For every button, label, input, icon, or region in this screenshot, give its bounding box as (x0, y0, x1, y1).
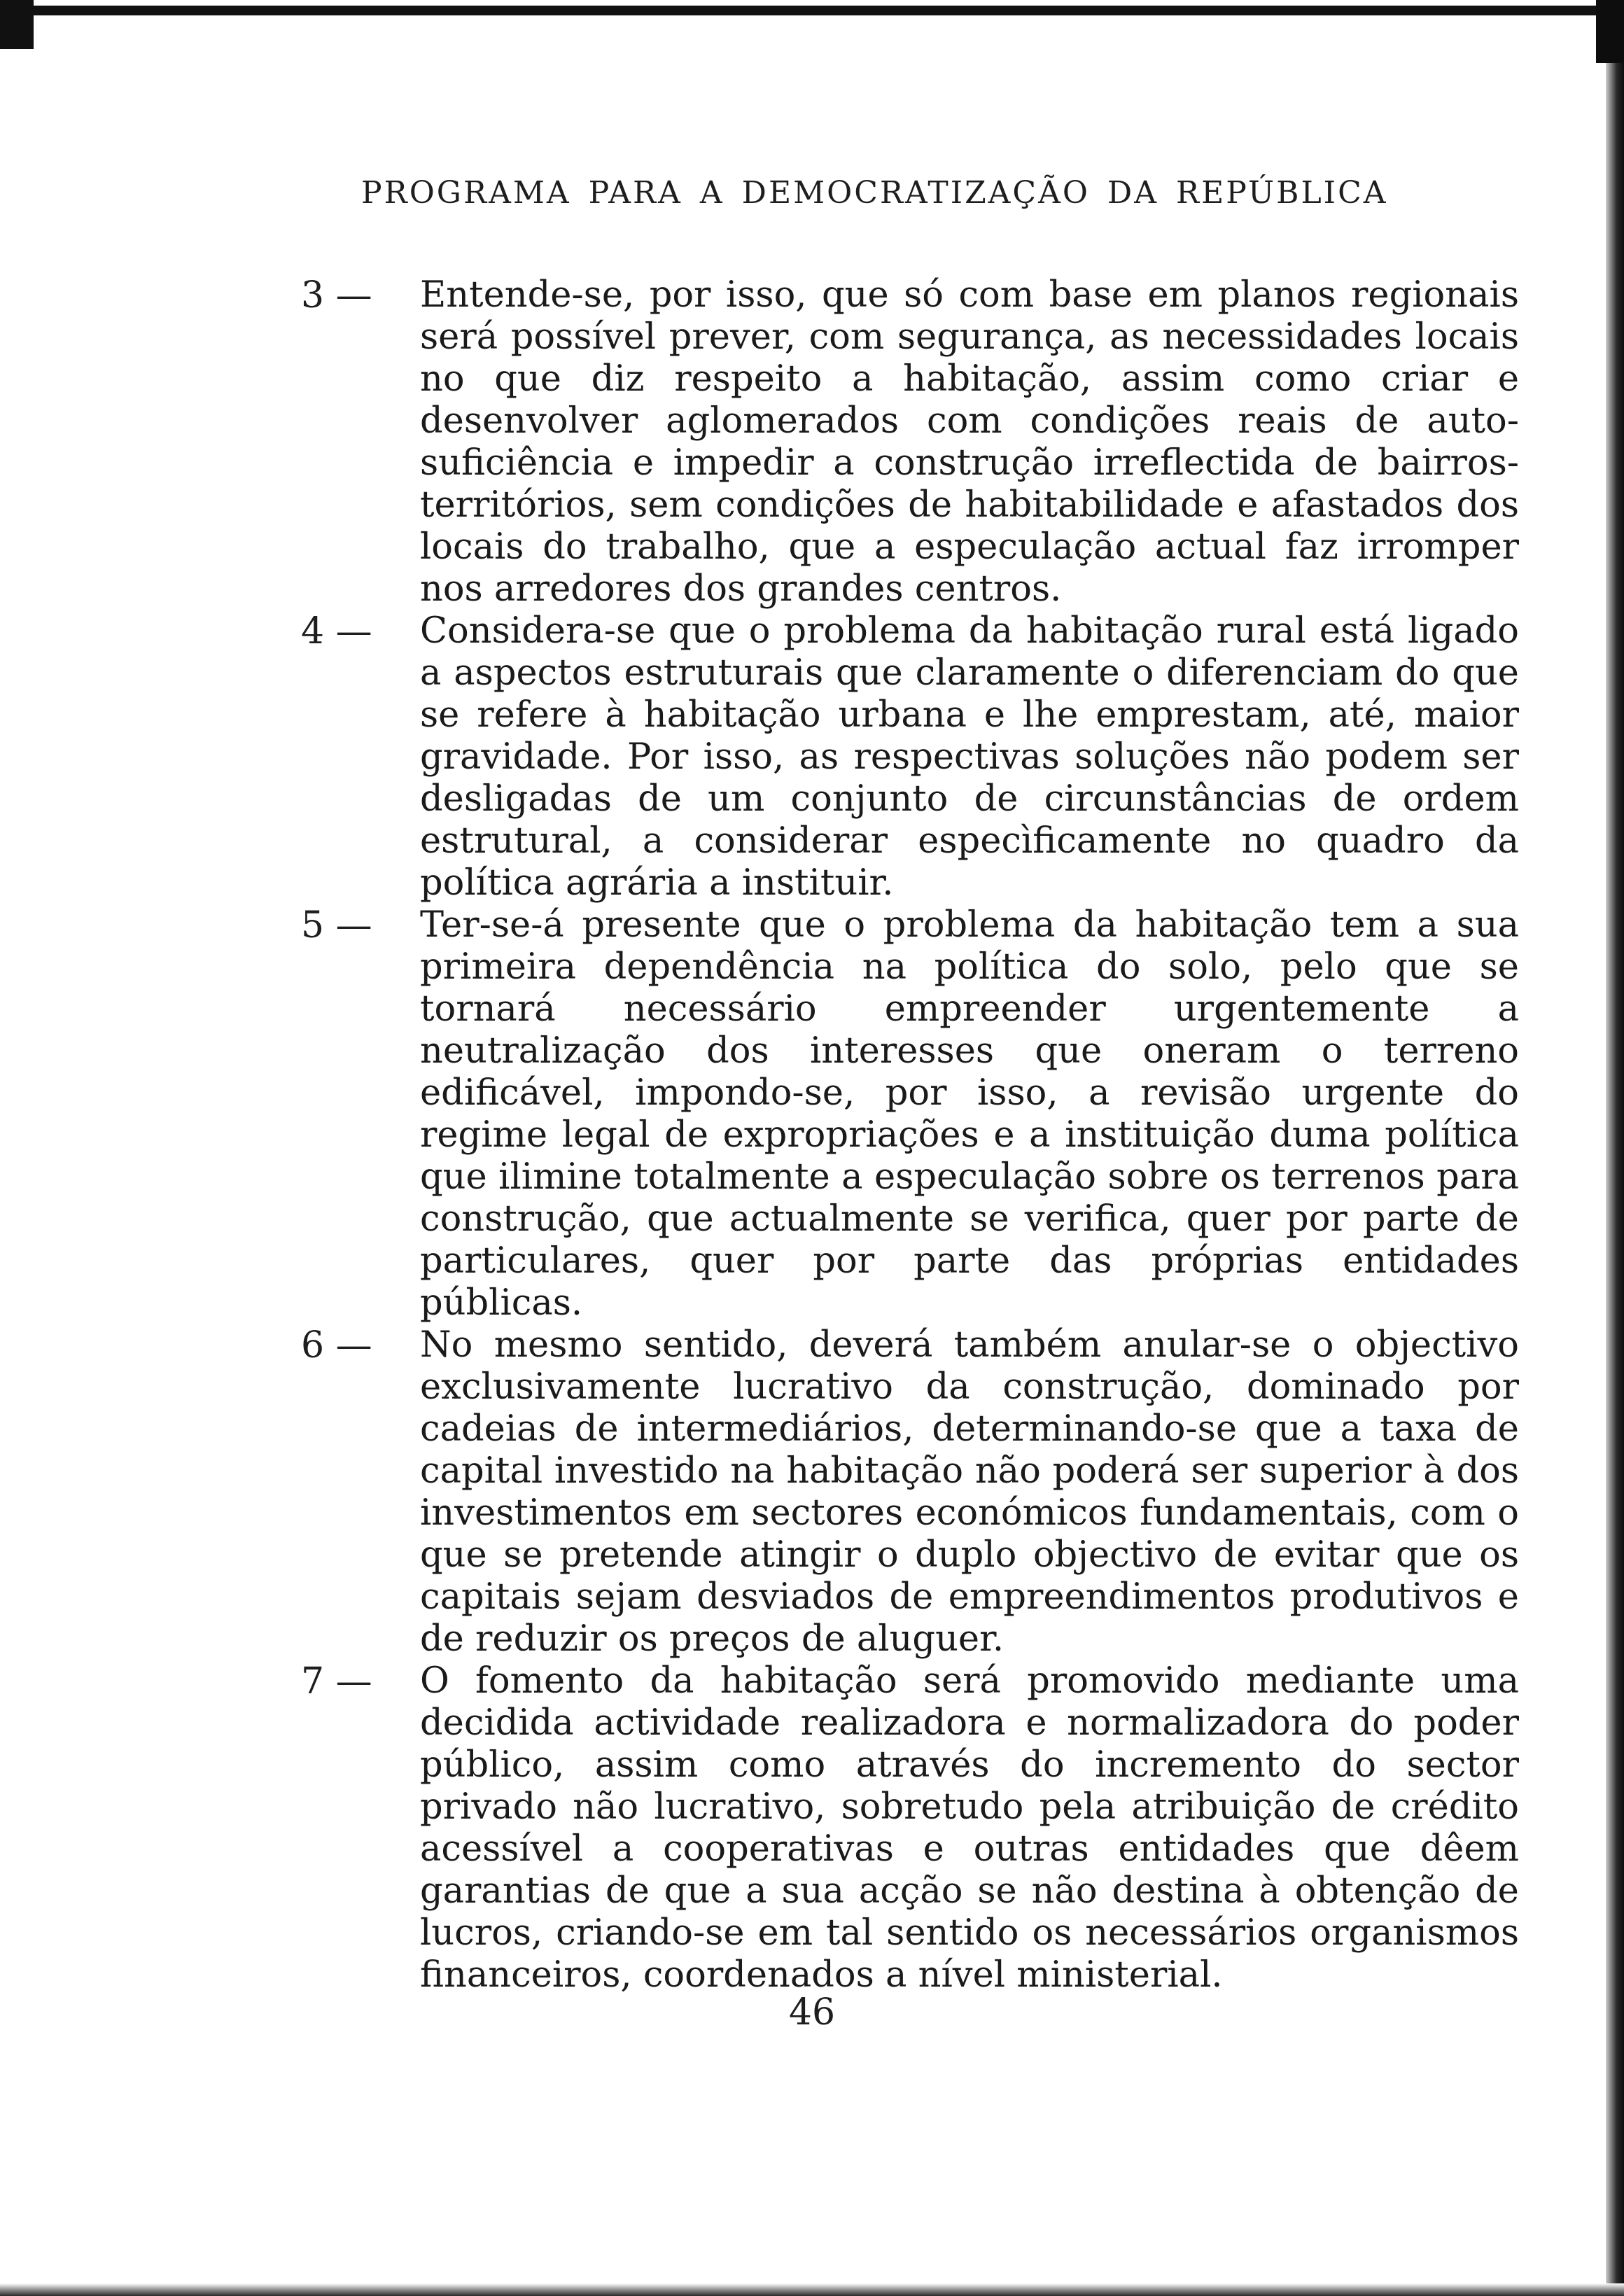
item-number: 5 — (301, 904, 372, 946)
page-body (301, 274, 1519, 1996)
scan-edge-corner (0, 0, 34, 49)
item-text: Ter-se-á presente que o problema da habitação tem a sua primeira dependência na política do solo, pelo que se tornará necessário empreender urgentemente a neutralização dos interesses que oneram o terreno edificável, impondo-se, por isso, a revisão urgente do regime legal de expropriações e a instituição duma política que ilimine totalmente a especulação sobre os terrenos para construção, que actualmente se verifica, quer por parte de particulares, quer por parte das próprias entidades públicas. (420, 904, 1519, 1324)
numbered-item (301, 904, 1519, 1324)
numbered-item (301, 1660, 1519, 1996)
numbered-item (301, 1324, 1519, 1660)
numbered-item (301, 274, 1519, 610)
scan-edge-bottom (0, 2283, 1624, 2296)
item-text: O fomento da habitação será promovido mediante uma decidida actividade realizadora e normalizadora do poder público, assim como através do incremento do sector privado não lucrativo, sobretudo pela atribuição de crédito acessível a cooperativas e outras entidades que dêem garantias de que a sua acção se não destina à obtenção de lucros, criando-se em tal sentido os necessários organismos financeiros, coordenados a nível ministerial. (420, 1660, 1519, 1996)
scan-edge-corner (1596, 0, 1624, 63)
scan-edge-top (0, 6, 1624, 15)
item-number: 7 — (301, 1660, 372, 1702)
item-number: 6 — (301, 1324, 372, 1366)
numbered-item (301, 610, 1519, 904)
page-number: 46 (788, 1991, 836, 2033)
item-number: 4 — (301, 610, 372, 652)
item-number: 3 — (301, 274, 372, 316)
item-text: No mesmo sentido, deverá também anular-se o objectivo exclusivamente lucrativo da construção, dominado por cadeias de intermediários, determinando-se que a taxa de capital investido na habitação não poderá ser superior à dos investimentos em sectores económicos fundamentais, com o que se pretende atingir o duplo objectivo de evitar que os capitais sejam desviados de empreendimentos produtivos e de reduzir os preços de aluguer. (420, 1324, 1519, 1660)
item-text: Entende-se, por isso, que só com base em planos regionais será possível prever, com segurança, as necessidades locais no que diz respeito a habitação, assim como criar e desenvolver aglomerados com condições reais de auto-suficiência e impedir a construção irreflectida de bairros-territórios, sem condições de habitabilidade e afastados dos locais do trabalho, que a especulação actual faz irromper nos arredores dos grandes centros. (420, 274, 1519, 610)
item-text: Considera-se que o problema da habitação rural está ligado a aspectos estruturais que claramente o diferenciam do que se refere à habitação urbana e lhe emprestam, até, maior gravidade. Por isso, as respectivas soluções não podem ser desligadas de um conjunto de circunstâncias de ordem estrutural, a considerar especìficamente no quadro da política agrária a instituir. (420, 610, 1519, 904)
scan-edge-right (1606, 0, 1624, 2296)
running-header: PROGRAMA PARA A DEMOCRATIZAÇÃO DA REPÚBLICA (361, 175, 1388, 211)
